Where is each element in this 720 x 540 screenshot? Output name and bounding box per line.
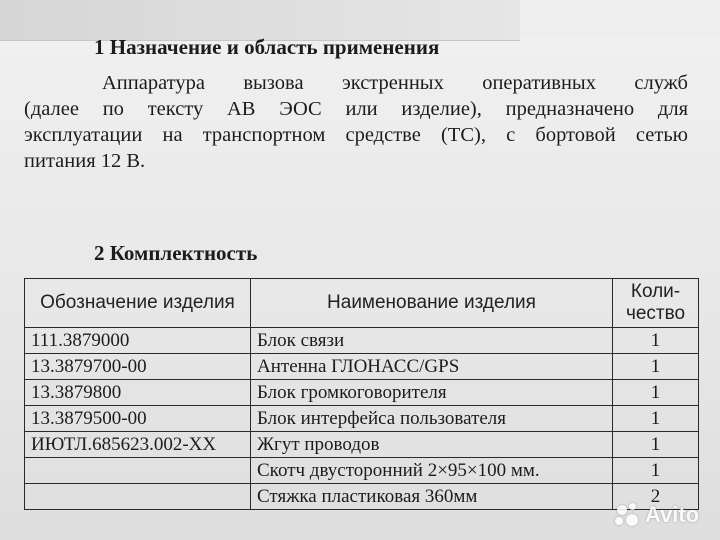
table-row xyxy=(25,432,699,458)
header-name: Наименование изделия xyxy=(251,279,613,328)
table-row xyxy=(25,406,699,432)
cell-code xyxy=(25,458,251,484)
watermark-text: Avito xyxy=(645,502,700,527)
cell-name: Блок связи xyxy=(251,328,613,354)
cell-name: Антенна ГЛОНАСС/GPS xyxy=(251,354,613,380)
page-corner-light xyxy=(520,0,720,36)
table-row xyxy=(25,458,699,484)
avito-dots-icon xyxy=(614,502,640,528)
paragraph-line: (далее по тексту АВ ЭОС или изделие), предназначено для xyxy=(24,98,688,120)
paragraph-line: Аппаратура вызова экстренных оперативных служб xyxy=(102,72,688,94)
cell-code: 13.3879800 xyxy=(25,380,251,406)
cell-quantity: 1 xyxy=(613,354,699,380)
completeness-table xyxy=(24,278,699,510)
cell-name: Блок громкоговорителя xyxy=(251,380,613,406)
section-2-title: 2 Комплектность xyxy=(94,241,258,265)
cell-code xyxy=(25,484,251,510)
cell-quantity: 1 xyxy=(613,406,699,432)
cell-quantity: 1 xyxy=(613,458,699,484)
table-header-row xyxy=(25,279,699,328)
table-row xyxy=(25,484,699,510)
header-quantity-line2: чество xyxy=(625,303,686,324)
cell-name: Блок интерфейса пользователя xyxy=(251,406,613,432)
section-1-title: 1 Назначение и область применения xyxy=(94,35,440,59)
section-1-paragraph xyxy=(24,70,688,174)
cell-quantity: 1 xyxy=(613,328,699,354)
header-quantity xyxy=(613,279,699,328)
paragraph-line: питания 12 В. xyxy=(24,150,146,172)
cell-quantity: 1 xyxy=(613,432,699,458)
cell-name: Жгут проводов xyxy=(251,432,613,458)
avito-watermark xyxy=(614,500,714,530)
header-code: Обозначение изделия xyxy=(25,279,251,328)
cell-quantity: 2 xyxy=(613,484,699,510)
table-row xyxy=(25,354,699,380)
paragraph-line: эксплуатации на транспортном средстве (ТС), с бортовой сетью xyxy=(24,124,688,146)
cell-name: Стяжка пластиковая 360мм xyxy=(251,484,613,510)
cell-code: 13.3879700-00 xyxy=(25,354,251,380)
cell-code: 13.3879500-00 xyxy=(25,406,251,432)
header-quantity-line1: Коли- xyxy=(630,281,681,302)
table-row xyxy=(25,380,699,406)
cell-code: 111.3879000 xyxy=(25,328,251,354)
cell-quantity: 1 xyxy=(613,380,699,406)
table-row xyxy=(25,328,699,354)
cell-code: ИЮТЛ.685623.002-ХХ xyxy=(25,432,251,458)
cell-name: Скотч двусторонний 2×95×100 мм. xyxy=(251,458,613,484)
